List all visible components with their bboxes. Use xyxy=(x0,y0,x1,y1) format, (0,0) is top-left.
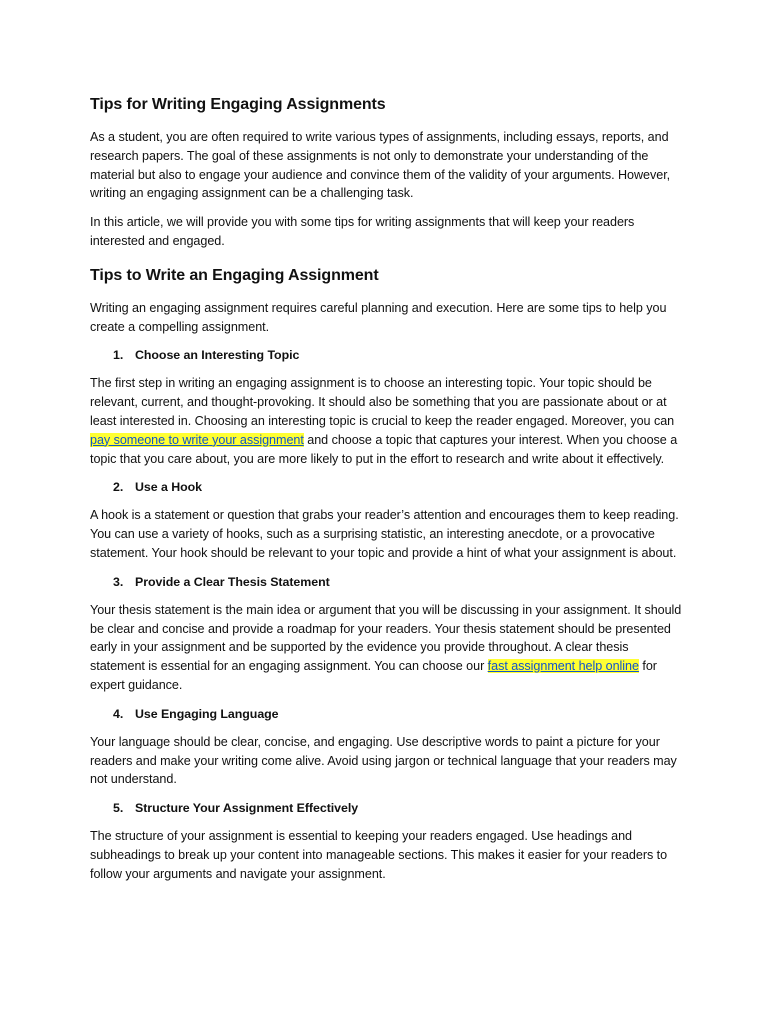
tip-text: Your thesis statement is the main idea or argument that you will be discussing in your assignment. It should be clear and concise and provide a roadmap for your readers. Your thesis statement should be presented early in your assignment and be supported by the evidence you provide throughout. A clear thesis statement is essential for an engaging assignment. You can choose our xyxy=(90,602,682,674)
tip-title: Structure Your Assignment Effectively xyxy=(135,801,359,816)
tip-number: 5. xyxy=(113,801,124,816)
tip-2-paragraph: A hook is a statement or question that grabs your reader’s attention and encourages them to keep reading. You can use a variety of hooks, such as a surprising statistic, an interesting anecdote, or a provocative statement. Your hook should be relevant to your topic and provide a hint of what your assignment is about. xyxy=(90,508,679,560)
intro-paragraph-2: In this article, we will provide you with some tips for writing assignments that will keep your readers interested and engaged. xyxy=(90,215,635,248)
page-title: Tips for Writing Engaging Assignments xyxy=(90,96,386,113)
tip-1-paragraph xyxy=(90,374,682,468)
tip-text: and choose a topic that captures your interest. When you choose a topic that you care about, you are more likely to put in the effort to research and write about it effectively. xyxy=(90,432,678,466)
document-page xyxy=(90,94,682,894)
tip-4-paragraph: Your language should be clear, concise, and engaging. Use descriptive words to paint a picture for your readers and make your writing come alive. Avoid using jargon or technical language that your readers may not understand. xyxy=(90,734,677,787)
tip-1-heading xyxy=(90,346,682,364)
tip-title: Provide a Clear Thesis Statement xyxy=(135,574,330,589)
intro-paragraph-1: As a student, you are often required to write various types of assignments, including essays, reports, and research papers. The goal of these assignments is not only to demonstrate your understanding of the material but also to engage your audience and convince them of the validity of your arguments. However, writing an engaging assignment can be a challenging task. xyxy=(90,130,671,201)
tip-text: for expert guidance. xyxy=(90,659,657,692)
tip-title: Use Engaging Language xyxy=(135,706,279,721)
section-lead: Writing an engaging assignment requires careful planning and execution. Here are some tips to help you create a compelling assignment. xyxy=(90,300,667,334)
tip-number: 4. xyxy=(113,706,124,721)
tip-3-heading xyxy=(90,573,682,591)
tip-2-heading xyxy=(90,478,682,496)
tip-title: Choose an Interesting Topic xyxy=(135,348,300,363)
pay-someone-link[interactable]: pay someone to write your assignment xyxy=(90,432,304,447)
tip-number: 3. xyxy=(113,574,124,589)
tip-title: Use a Hook xyxy=(135,480,202,495)
section-heading: Tips to Write an Engaging Assignment xyxy=(90,266,379,284)
tip-5-heading xyxy=(90,799,682,817)
tip-text: The first step in writing an engaging assignment is to choose an interesting topic. Your topic should be relevant, current, and thought-provoking. It should also be something that you are passionate about or at least interested in. Choosing an interesting topic is crucial to keep the reader engaged. Moreover, you can xyxy=(90,376,675,428)
tip-3-paragraph xyxy=(90,601,682,695)
tip-4-heading xyxy=(90,705,682,723)
tip-number: 1. xyxy=(113,348,124,363)
tip-number: 2. xyxy=(113,480,124,495)
fast-assignment-help-link[interactable]: fast assignment help online xyxy=(487,659,639,674)
tip-5-paragraph: The structure of your assignment is essential to keeping your readers engaged. Use headings and subheadings to break up your content into manageable sections. This makes it easier for your readers to follow your arguments and navigate your assignment. xyxy=(90,829,668,881)
